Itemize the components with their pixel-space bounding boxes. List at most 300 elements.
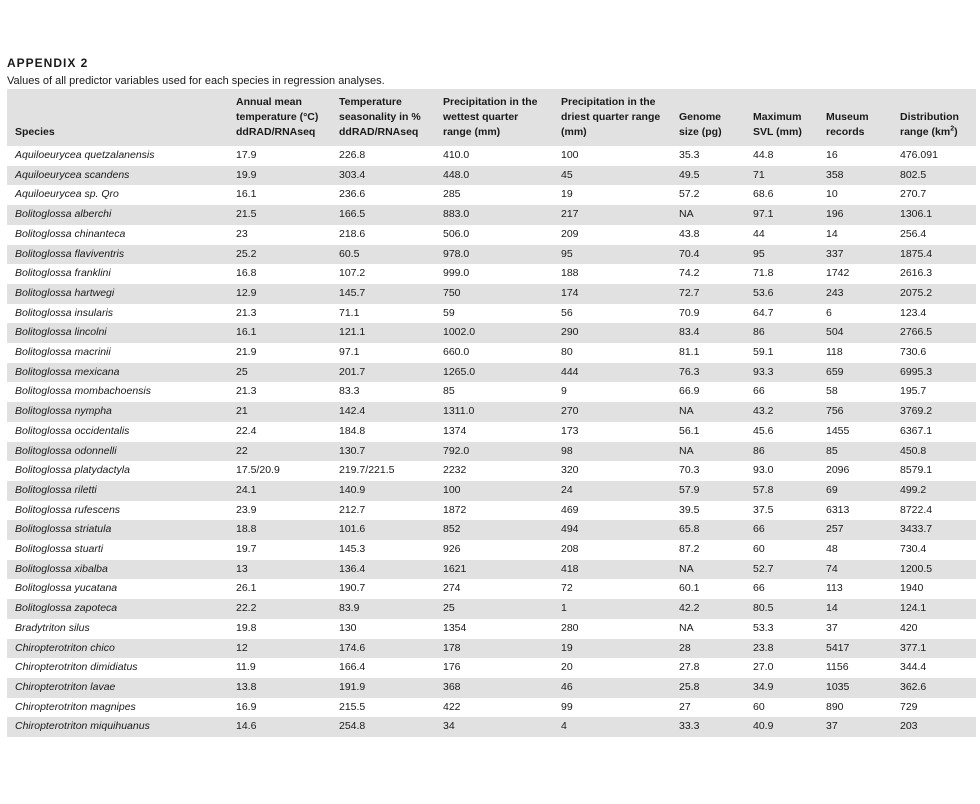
cell-precipitation-driest: 20 [561,661,573,674]
table-row [7,579,976,599]
cell-annual-mean-temperature: 21.3 [236,306,257,319]
cell-precipitation-wettest: 176 [443,661,461,674]
cell-genome-size: 66.9 [679,385,700,398]
cell-species: Bolitoglossa nympha [15,405,112,418]
cell-museum-records: 1035 [826,680,850,693]
cell-species: Chiropterotriton chico [15,641,115,654]
cell-precipitation-driest: 320 [561,464,579,477]
cell-annual-mean-temperature: 22.2 [236,602,257,615]
cell-species: Bolitoglossa lincolni [15,326,107,339]
cell-precipitation-driest: 444 [561,365,579,378]
cell-museum-records: 74 [826,562,838,575]
cell-species: Bolitoglossa occidentalis [15,424,130,437]
cell-precipitation-driest: 56 [561,306,573,319]
cell-precipitation-wettest: 274 [443,582,461,595]
cell-genome-size: 25.8 [679,680,700,693]
cell-precipitation-driest: 24 [561,483,573,496]
cell-precipitation-driest: 270 [561,405,579,418]
table-row [7,442,976,462]
cell-distribution-range: 420 [900,621,918,634]
cell-temperature-seasonality: 201.7 [339,365,366,378]
cell-species: Bolitoglossa striatula [15,523,112,536]
cell-distribution-range: 729 [900,700,918,713]
table-row [7,343,976,363]
table-row [7,658,976,678]
cell-distribution-range: 8579.1 [900,464,933,477]
column-header-species: Species [15,126,55,138]
cell-museum-records: 358 [826,168,844,181]
cell-temperature-seasonality: 303.4 [339,168,366,181]
cell-annual-mean-temperature: 12.9 [236,286,257,299]
cell-distribution-range: 6995.3 [900,365,933,378]
cell-precipitation-driest: 46 [561,680,573,693]
cell-temperature-seasonality: 145.3 [339,543,366,556]
cell-species: Aquiloeurycea sp. Qro [15,188,119,201]
cell-temperature-seasonality: 140.9 [339,483,366,496]
cell-temperature-seasonality: 83.3 [339,385,360,398]
cell-annual-mean-temperature: 23.9 [236,503,257,516]
cell-maximum-svl: 86 [753,326,765,339]
cell-annual-mean-temperature: 19.7 [236,543,257,556]
column-header-museum-records: Museum records [826,111,869,138]
cell-museum-records: 6 [826,306,832,319]
cell-genome-size: 56.1 [679,424,700,437]
cell-maximum-svl: 40.9 [753,720,774,733]
cell-museum-records: 756 [826,405,844,418]
cell-temperature-seasonality: 184.8 [339,424,366,437]
cell-precipitation-wettest: 100 [443,483,461,496]
cell-precipitation-wettest: 660.0 [443,346,470,359]
cell-species: Chiropterotriton magnipes [15,700,136,713]
cell-precipitation-wettest: 25 [443,602,455,615]
cell-precipitation-wettest: 1354 [443,621,467,634]
cell-distribution-range: 270.7 [900,188,927,201]
cell-annual-mean-temperature: 22 [236,444,248,457]
column-header-annual-mean-temperature: Annual mean temperature (°C) ddRAD/RNAseq [236,96,319,138]
cell-precipitation-wettest: 34 [443,720,455,733]
cell-precipitation-wettest: 999.0 [443,267,470,280]
cell-temperature-seasonality: 174.6 [339,641,366,654]
cell-species: Bolitoglossa platydactyla [15,464,130,477]
cell-precipitation-driest: 19 [561,641,573,654]
cell-annual-mean-temperature: 19.9 [236,168,257,181]
table-row [7,382,976,402]
cell-genome-size: 49.5 [679,168,700,181]
cell-precipitation-wettest: 852 [443,523,461,536]
table-row [7,166,976,186]
cell-museum-records: 504 [826,326,844,339]
cell-annual-mean-temperature: 26.1 [236,582,257,595]
cell-precipitation-wettest: 1872 [443,503,467,516]
cell-distribution-range: 203 [900,720,918,733]
cell-distribution-range: 802.5 [900,168,927,181]
cell-species: Bolitoglossa franklini [15,267,111,280]
cell-maximum-svl: 68.6 [753,188,774,201]
cell-precipitation-wettest: 410.0 [443,149,470,161]
cell-annual-mean-temperature: 14.6 [236,720,257,733]
cell-distribution-range: 450.8 [900,444,927,457]
table-row [7,678,976,698]
cell-precipitation-driest: 45 [561,168,573,181]
table-row [7,540,976,560]
cell-genome-size: 28 [679,641,691,654]
cell-precipitation-driest: 217 [561,208,579,221]
cell-precipitation-driest: 72 [561,582,573,595]
table-row [7,481,976,501]
cell-annual-mean-temperature: 13.8 [236,680,257,693]
cell-species: Bolitoglossa chinanteca [15,227,126,240]
cell-maximum-svl: 57.8 [753,483,774,496]
cell-precipitation-driest: 494 [561,523,579,536]
cell-distribution-range: 1875.4 [900,247,933,260]
cell-annual-mean-temperature: 24.1 [236,483,257,496]
cell-distribution-range: 499.2 [900,483,927,496]
table-row [7,698,976,718]
cell-museum-records: 5417 [826,641,850,654]
cell-genome-size: 60.1 [679,582,700,595]
column-header-maximum-svl: Maximum SVL (mm) [753,111,802,138]
cell-maximum-svl: 44 [753,227,765,240]
cell-precipitation-driest: 100 [561,149,579,161]
cell-maximum-svl: 43.2 [753,405,774,418]
cell-maximum-svl: 66 [753,523,765,536]
cell-annual-mean-temperature: 16.8 [236,267,257,280]
cell-genome-size: 57.9 [679,483,700,496]
cell-annual-mean-temperature: 21 [236,405,248,418]
cell-genome-size: 74.2 [679,267,700,280]
cell-temperature-seasonality: 130 [339,621,357,634]
column-header-temperature-seasonality: Temperature seasonality in % ddRAD/RNAseq [339,96,421,138]
cell-maximum-svl: 27.0 [753,661,774,674]
table-row [7,402,976,422]
cell-temperature-seasonality: 166.4 [339,661,366,674]
table-row [7,304,976,324]
cell-maximum-svl: 66 [753,385,765,398]
cell-genome-size: NA [679,562,694,575]
cell-distribution-range: 256.4 [900,227,927,240]
cell-maximum-svl: 97.1 [753,208,774,221]
cell-temperature-seasonality: 97.1 [339,346,360,359]
cell-genome-size: 87.2 [679,543,700,556]
cell-genome-size: 35.3 [679,149,700,161]
cell-temperature-seasonality: 145.7 [339,286,366,299]
distribution-range-label: Distribution range (km [900,111,959,138]
column-header-distribution-range [892,89,976,146]
cell-temperature-seasonality: 190.7 [339,582,366,595]
cell-temperature-seasonality: 142.4 [339,405,366,418]
cell-species: Bolitoglossa stuarti [15,543,104,556]
cell-distribution-range: 2075.2 [900,286,933,299]
cell-precipitation-wettest: 1374 [443,424,467,437]
cell-temperature-seasonality: 121.1 [339,326,366,339]
cell-precipitation-driest: 95 [561,247,573,260]
cell-precipitation-driest: 290 [561,326,579,339]
cell-temperature-seasonality: 254.8 [339,720,366,733]
table-row [7,422,976,442]
table-row [7,717,976,737]
cell-temperature-seasonality: 107.2 [339,267,366,280]
cell-museum-records: 48 [826,543,838,556]
cell-maximum-svl: 71 [753,168,765,181]
cell-temperature-seasonality: 60.5 [339,247,360,260]
cell-precipitation-wettest: 978.0 [443,247,470,260]
cell-maximum-svl: 52.7 [753,562,774,575]
table-header-row [7,89,976,146]
cell-precipitation-driest: 469 [561,503,579,516]
cell-museum-records: 196 [826,208,844,221]
cell-museum-records: 113 [826,582,843,595]
cell-precipitation-wettest: 792.0 [443,444,470,457]
cell-precipitation-wettest: 1311.0 [443,405,475,418]
cell-distribution-range: 3769.2 [900,405,933,418]
cell-genome-size: 72.7 [679,286,700,299]
cell-maximum-svl: 95 [753,247,765,260]
cell-temperature-seasonality: 166.5 [339,208,366,221]
cell-precipitation-wettest: 1265.0 [443,365,476,378]
cell-annual-mean-temperature: 19.8 [236,621,257,634]
cell-distribution-range: 195.7 [900,385,927,398]
cell-species: Chiropterotriton miquihuanus [15,720,150,733]
cell-genome-size: 70.9 [679,306,700,319]
cell-species: Bolitoglossa rufescens [15,503,121,516]
cell-precipitation-wettest: 59 [443,306,455,319]
cell-annual-mean-temperature: 25.2 [236,247,257,260]
cell-museum-records: 37 [826,621,838,634]
cell-species: Bolitoglossa mexicana [15,365,120,378]
cell-museum-records: 1156 [826,661,849,674]
cell-precipitation-wettest: 1621 [443,562,467,575]
appendix-caption: Values of all predictor variables used for each species in regression analyses. [7,75,385,87]
cell-maximum-svl: 93.3 [753,365,774,378]
cell-annual-mean-temperature: 18.8 [236,523,257,536]
cell-genome-size: 27 [679,700,691,713]
cell-temperature-seasonality: 236.6 [339,188,366,201]
cell-precipitation-driest: 19 [561,188,573,201]
cell-species: Bolitoglossa hartwegi [15,286,115,299]
cell-distribution-range: 362.6 [900,680,927,693]
cell-genome-size: 76.3 [679,365,700,378]
cell-precipitation-wettest: 750 [443,286,461,299]
cell-genome-size: 42.2 [679,602,700,615]
appendix-title: APPENDIX 2 [7,56,89,70]
column-header-precipitation-driest: Precipitation in the driest quarter range (mm) [561,96,661,138]
cell-annual-mean-temperature: 16.1 [236,188,257,201]
cell-maximum-svl: 93.0 [753,464,774,477]
table-row [7,264,976,284]
table-row [7,323,976,343]
predictor-variables-table [7,89,976,737]
cell-annual-mean-temperature: 17.5/20.9 [236,464,280,477]
cell-distribution-range: 377.1 [900,641,927,654]
table-row [7,146,976,166]
cell-species: Chiropterotriton dimidiatus [15,661,138,674]
cell-genome-size: 43.8 [679,227,700,240]
cell-genome-size: 83.4 [679,326,700,339]
cell-distribution-range: 6367.1 [900,424,933,437]
cell-precipitation-driest: 98 [561,444,573,457]
cell-museum-records: 85 [826,444,838,457]
cell-precipitation-wettest: 883.0 [443,208,470,221]
cell-maximum-svl: 86 [753,444,765,457]
cell-genome-size: 65.8 [679,523,700,536]
cell-precipitation-driest: 80 [561,346,573,359]
table-row [7,520,976,540]
cell-temperature-seasonality: 130.7 [339,444,366,457]
cell-species: Aquiloeurycea quetzalanensis [15,149,155,161]
cell-genome-size: NA [679,444,694,457]
cell-museum-records: 16 [826,149,838,161]
cell-maximum-svl: 34.9 [753,680,774,693]
cell-maximum-svl: 64.7 [753,306,774,319]
cell-museum-records: 118 [826,346,843,359]
table-row [7,639,976,659]
table-body [7,146,976,737]
cell-museum-records: 14 [826,227,838,240]
cell-annual-mean-temperature: 21.3 [236,385,257,398]
cell-species: Bolitoglossa flaviventris [15,247,125,260]
cell-precipitation-wettest: 926 [443,543,461,556]
cell-precipitation-driest: 4 [561,720,567,733]
cell-museum-records: 659 [826,365,844,378]
cell-genome-size: 39.5 [679,503,700,516]
cell-genome-size: 70.4 [679,247,700,260]
cell-precipitation-wettest: 448.0 [443,168,470,181]
table-row [7,560,976,580]
cell-temperature-seasonality: 101.6 [339,523,366,536]
cell-temperature-seasonality: 71.1 [339,306,360,319]
cell-museum-records: 243 [826,286,844,299]
cell-maximum-svl: 23.8 [753,641,774,654]
cell-museum-records: 10 [826,188,838,201]
cell-maximum-svl: 60 [753,700,765,713]
distribution-range-unit-superscript: 2 [950,125,955,133]
cell-distribution-range: 730.4 [900,543,927,556]
cell-annual-mean-temperature: 11.9 [236,661,256,674]
table-row [7,619,976,639]
cell-precipitation-driest: 9 [561,385,567,398]
cell-genome-size: NA [679,405,694,418]
cell-maximum-svl: 66 [753,582,765,595]
cell-temperature-seasonality: 212.7 [339,503,366,516]
cell-precipitation-wettest: 368 [443,680,461,693]
cell-museum-records: 37 [826,720,838,733]
cell-precipitation-driest: 173 [561,424,579,437]
cell-precipitation-wettest: 178 [443,641,461,654]
cell-distribution-range: 2616.3 [900,267,933,280]
table-row [7,245,976,265]
column-header-genome-size: Genome size (pg) [679,111,722,138]
cell-species: Bolitoglossa mombachoensis [15,385,151,398]
cell-annual-mean-temperature: 21.5 [236,208,257,221]
table-row [7,501,976,521]
cell-museum-records: 890 [826,700,844,713]
cell-species: Bradytriton silus [15,621,90,634]
cell-maximum-svl: 80.5 [753,602,774,615]
cell-annual-mean-temperature: 16.9 [236,700,257,713]
table-row [7,599,976,619]
table-row [7,225,976,245]
distribution-range-label-close: ) [954,126,958,138]
cell-maximum-svl: 45.6 [753,424,774,437]
cell-temperature-seasonality: 226.8 [339,149,366,161]
cell-temperature-seasonality: 218.6 [339,227,366,240]
cell-species: Bolitoglossa riletti [15,483,97,496]
cell-precipitation-wettest: 506.0 [443,227,470,240]
cell-museum-records: 69 [826,483,838,496]
cell-museum-records: 2096 [826,464,850,477]
column-header-precipitation-wettest: Precipitation in the wettest quarter range (mm) [443,96,538,138]
cell-species: Bolitoglossa zapoteca [15,602,118,615]
cell-museum-records: 257 [826,523,844,536]
table-row [7,363,976,383]
cell-precipitation-wettest: 1002.0 [443,326,476,339]
cell-museum-records: 14 [826,602,838,615]
table-row [7,185,976,205]
table-row [7,205,976,225]
cell-temperature-seasonality: 219.7/221.5 [339,464,395,477]
appendix-page [7,55,976,737]
cell-annual-mean-temperature: 23 [236,227,248,240]
cell-species: Aquiloeurycea scandens [15,168,130,181]
cell-precipitation-wettest: 285 [443,188,461,201]
cell-distribution-range: 1940 [900,582,924,595]
cell-temperature-seasonality: 215.5 [339,700,366,713]
cell-distribution-range: 1200.5 [900,562,933,575]
cell-museum-records: 1742 [826,267,850,280]
cell-museum-records: 337 [826,247,844,260]
table-row [7,461,976,481]
cell-precipitation-driest: 99 [561,700,573,713]
cell-distribution-range: 476.091 [900,149,938,161]
cell-precipitation-driest: 208 [561,543,579,556]
cell-genome-size: NA [679,621,694,634]
cell-precipitation-driest: 1 [561,602,567,615]
cell-museum-records: 58 [826,385,838,398]
cell-species: Chiropterotriton lavae [15,680,116,693]
cell-museum-records: 6313 [826,503,850,516]
cell-annual-mean-temperature: 17.9 [236,149,257,161]
cell-precipitation-driest: 418 [561,562,579,575]
cell-precipitation-driest: 188 [561,267,579,280]
cell-maximum-svl: 53.3 [753,621,774,634]
cell-annual-mean-temperature: 25 [236,365,248,378]
cell-distribution-range: 3433.7 [900,523,933,536]
cell-temperature-seasonality: 83.9 [339,602,360,615]
cell-species: Bolitoglossa yucatana [15,582,118,595]
cell-genome-size: 81.1 [679,346,700,359]
cell-maximum-svl: 71.8 [753,267,774,280]
cell-distribution-range: 8722.4 [900,503,933,516]
cell-species: Bolitoglossa macrinii [15,346,111,359]
cell-maximum-svl: 37.5 [753,503,774,516]
cell-genome-size: 33.3 [679,720,700,733]
cell-annual-mean-temperature: 16.1 [236,326,257,339]
cell-precipitation-wettest: 2232 [443,464,467,477]
cell-precipitation-driest: 174 [561,286,579,299]
cell-distribution-range: 344.4 [900,661,927,674]
cell-annual-mean-temperature: 21.9 [236,346,257,359]
cell-genome-size: 70.3 [679,464,700,477]
cell-species: Bolitoglossa odonnelli [15,444,117,457]
cell-genome-size: 27.8 [679,661,700,674]
cell-maximum-svl: 53.6 [753,286,774,299]
cell-annual-mean-temperature: 12 [236,641,248,654]
cell-species: Bolitoglossa alberchi [15,208,112,221]
cell-distribution-range: 124.1 [900,602,927,615]
cell-distribution-range: 730.6 [900,346,927,359]
cell-distribution-range: 1306.1 [900,208,933,221]
cell-precipitation-driest: 209 [561,227,579,240]
